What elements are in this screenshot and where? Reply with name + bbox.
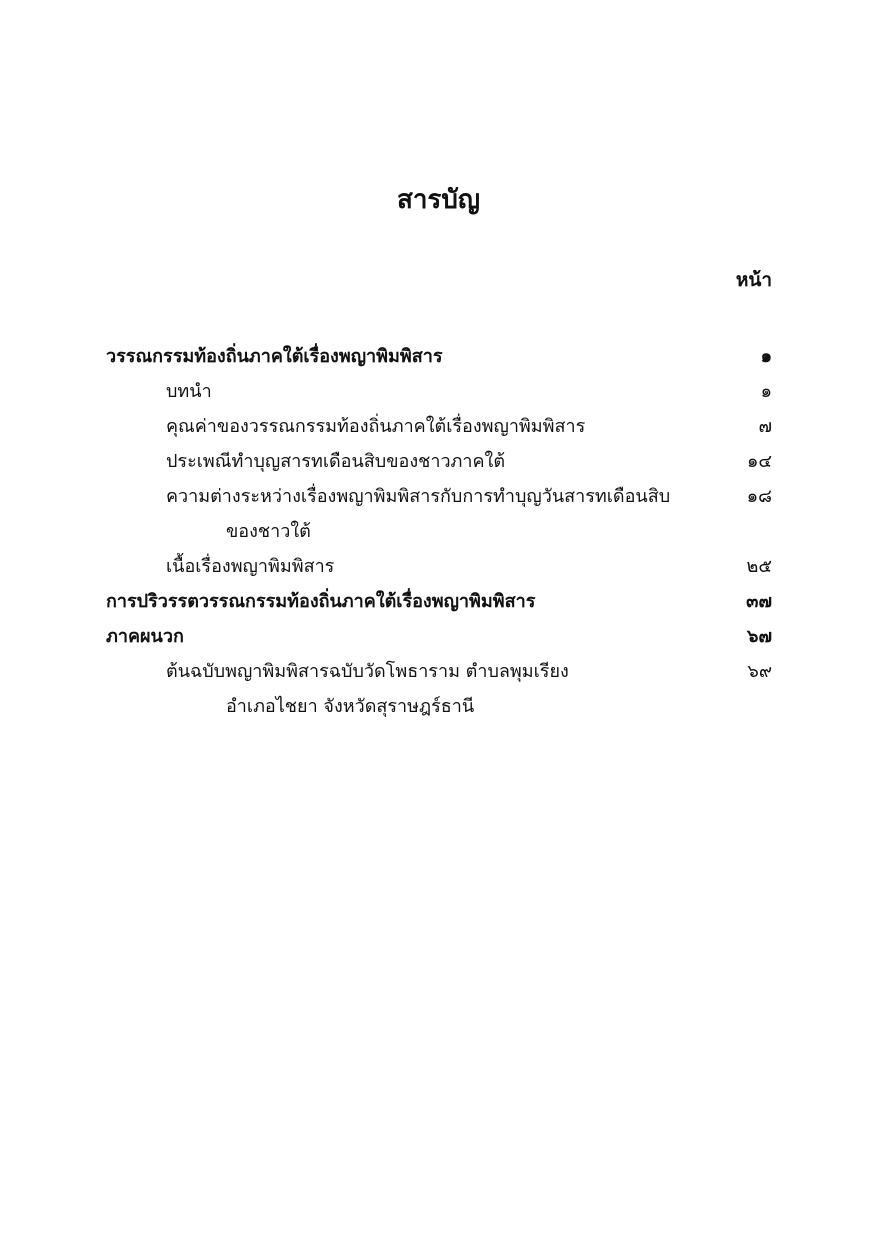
toc-entry-story (106, 549, 772, 584)
toc-entry-text: คุณค่าของวรรณกรรมท้องถิ่นภาคใต้เรื่องพญาพิมพิสาร (166, 416, 586, 437)
toc-entry-chapter-1 (106, 339, 772, 374)
toc-entry-value (106, 409, 772, 444)
toc-entry-difference (106, 479, 772, 549)
toc-entry-text: วรรณกรรมท้องถิ่นภาคใต้เรื่องพญาพิมพิสาร (106, 346, 443, 367)
toc-entry-appendix (106, 619, 772, 654)
toc-entry-chapter-2 (106, 584, 772, 619)
page-column-header: หน้า (735, 269, 772, 291)
toc-entry-text: ความต่างระหว่างเรื่องพญาพิมพิสารกับการทำบุญวันสารทเดือนสิบ (166, 486, 671, 507)
toc-entry-tradition (106, 444, 772, 479)
toc-entry-text: เนื้อเรื่องพญาพิมพิสาร (166, 556, 335, 577)
toc-entry-page: ๖๗ (747, 626, 772, 647)
toc-entry-continuation: อำเภอไชยา จังหวัดสุราษฎร์ธานี (226, 696, 475, 717)
toc-entry-page: ๒๕ (746, 556, 772, 577)
toc-entry-manuscript (106, 654, 772, 724)
toc-entry-text: ต้นฉบับพญาพิมพิสารฉบับวัดโพธาราม ตำบลพุมเรียง (166, 661, 569, 682)
toc-entry-page: ๑ (760, 381, 772, 402)
toc-entry-page: ๑ (760, 346, 772, 367)
toc-entry-page: ๓๗ (746, 591, 772, 612)
toc-entry-intro (106, 374, 772, 409)
toc-entry-text: ประเพณีทำบุญสารทเดือนสิบของชาวภาคใต้ (166, 451, 506, 472)
toc-entry-text: ภาคผนวก (106, 626, 184, 647)
toc-entry-page: ๖๙ (747, 661, 772, 682)
toc-entry-text: บทนำ (166, 381, 212, 402)
toc-entry-continuation: ของชาวใต้ (226, 521, 311, 542)
toc-entry-page: ๑๘ (746, 486, 772, 507)
toc-entry-text: การปริวรรตวรรณกรรมท้องถิ่นภาคใต้เรื่องพญาพิมพิสาร (106, 591, 536, 612)
toc-entry-page: ๗ (758, 416, 772, 437)
table-of-contents (106, 339, 772, 724)
toc-entry-page: ๑๔ (746, 451, 772, 472)
page-title: สารบัญ (396, 185, 481, 215)
